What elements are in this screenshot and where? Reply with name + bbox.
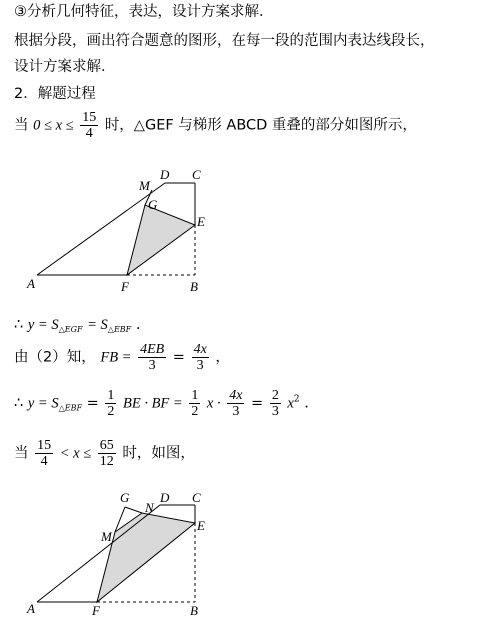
label-F: F — [92, 603, 100, 617]
label-E: E — [197, 518, 205, 533]
label-F: F — [121, 279, 129, 294]
label-A: A — [27, 601, 35, 616]
step3-text: ③分析几何特征，表达，设计方案求解． — [14, 4, 274, 20]
para2-text: 设计方案求解． — [14, 59, 116, 75]
figure-2 — [0, 485, 260, 617]
case1-prefix: 当 — [14, 117, 29, 134]
overlap-region-1 — [127, 205, 195, 275]
label-G: G — [120, 490, 130, 505]
eq3-line: ∴ $y = S_{\triangle EBF}$ = $\frac{1}{2}$ BE · BF = $\frac{1}{2}$ x · $\frac{4x}{3}$ = $\frac{2}{3}$ $x^2$ . — [14, 388, 309, 419]
case1-text: 时，△GEF 与梯形 ABCD 重叠的部分如图所示， — [104, 117, 417, 134]
heading-2: 2．解题过程 — [14, 86, 96, 102]
label-G: G — [148, 197, 158, 212]
label-C: C — [192, 490, 201, 505]
eq2-line: 由（2）知， FB = $\frac{4EB}{3}$ = $\frac{4x}{3}$ ， — [14, 342, 230, 373]
figure-1 — [0, 160, 260, 300]
eq1-line: ∴ $y = S_{\triangle EGF} = S_{\triangle EBF}$ . — [14, 317, 141, 334]
case1-ineq: 0 ≤ x ≤ — [33, 117, 74, 134]
label-D: D — [160, 490, 170, 505]
label-N: N — [145, 500, 154, 515]
label-D: D — [160, 167, 170, 182]
case1-line — [14, 110, 417, 141]
para1-text: 根据分段，画出符合题意的图形，在每一段的范围内表达线段长， — [14, 33, 435, 49]
label-C: C — [192, 167, 201, 182]
case1-fraction: $\frac{15}{4}$ — [82, 110, 97, 141]
case2-line: 当 $\frac{15}{4}$ < x ≤ $\frac{65}{12}$ 时，如图， — [14, 438, 195, 469]
label-B: B — [190, 279, 198, 294]
label-B: B — [190, 603, 198, 617]
label-M: M — [101, 529, 112, 544]
label-M: M — [139, 178, 150, 193]
label-A: A — [27, 276, 35, 291]
label-E: E — [197, 214, 205, 229]
overlap-region-2 — [97, 513, 195, 602]
